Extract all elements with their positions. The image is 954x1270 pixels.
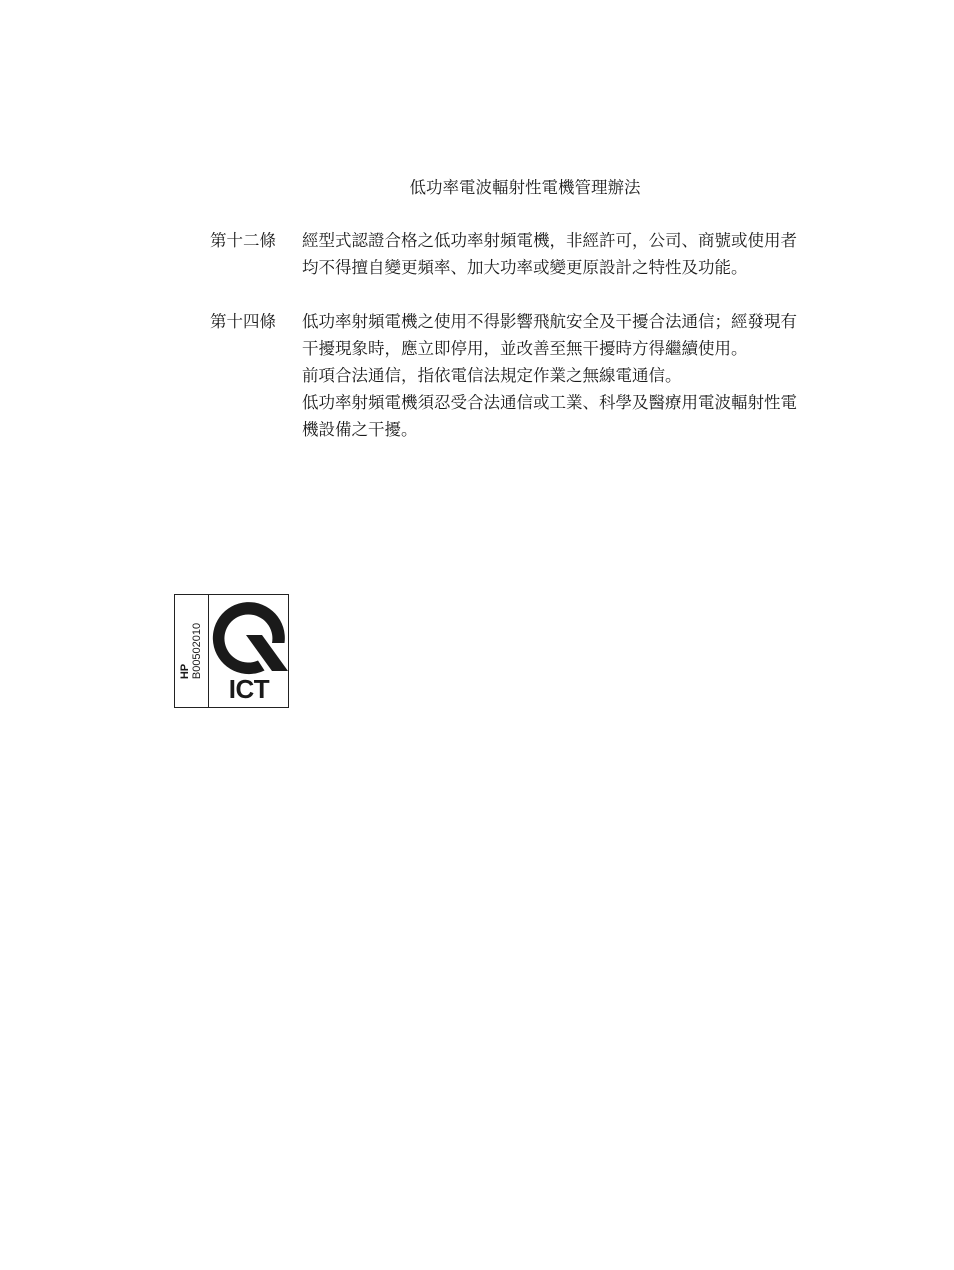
- mark-code: B00502010: [191, 622, 203, 680]
- mark-brand: HP: [179, 663, 191, 680]
- certification-mark: [174, 594, 289, 708]
- mark-side-text: [179, 623, 203, 679]
- article-line: 前項合法通信，指依電信法規定作業之無線電通信。: [302, 366, 682, 385]
- article-line: 干擾現象時，應立即停用，並改善至無干擾時方得繼續使用。: [302, 339, 748, 358]
- article-line: 低功率射頻電機須忍受合法通信或工業、科學及醫療用電波輻射性電: [302, 393, 797, 412]
- article-line: 均不得擅自變更頻率、加大功率或變更原設計之特性及功能。: [302, 258, 748, 277]
- mark-side-panel: [175, 595, 208, 707]
- article-label: 第十二條: [210, 231, 276, 250]
- article-body: [302, 227, 847, 281]
- article-label: 第十四條: [210, 312, 276, 331]
- mark-logo-text: ICT: [228, 674, 270, 704]
- article-line: 機設備之干擾。: [302, 420, 418, 439]
- article-body: [302, 308, 847, 443]
- document-title: 低功率電波輻射性電機管理辦法: [409, 178, 641, 197]
- article-line: 低功率射頻電機之使用不得影響飛航安全及干擾合法通信；經發現有: [302, 312, 797, 331]
- article-line: 經型式認證合格之低功率射頻電機，非經許可，公司、商號或使用者: [302, 231, 797, 250]
- qr-cert-icon: [212, 599, 288, 677]
